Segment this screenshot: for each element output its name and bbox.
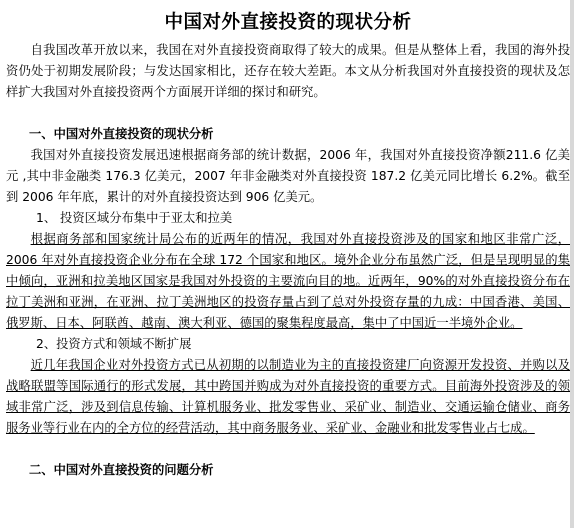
section-2-heading: 二、中国对外直接投资的问题分析 [29,463,214,477]
subsection-1-paragraph: 根据商务部和国家统计局公布的近两年的情况，我国对外直接投资涉及的国家和地区非常广泛，2006 年对外直接投资企业分布在全球 172 个国家和地区。境外企业分布虽然广泛，但是呈现明显的集中倾向，亚洲和拉美地区国家是我国对外投资的主要流向目的地。近两年，90%的对外直接投资分布在拉丁美洲和亚洲，在亚洲、拉丁美洲地区的投资存量占到了总对外投资存量的九成：中国香港、美国、俄罗斯、日本、阿联酋、越南、澳大利亚、德国的聚集程度最高，集中了中国近一半境外企业。 [6,232,570,330]
subsection-2-paragraph: 近几年我国企业对外投资方式已从初期的以制造业为主的直接投资建厂向资源开发投资、并购以及战略联盟等国际通行的形式发展，其中跨国并购成为对外直接投资的重要方式。目前海外投资涉及的领域非常广泛，涉及到信息传输、计算机服务业、批发零售业、采矿业、制造业、交通运输仓储业、商务服务业等行业在内的全方位的经营活动，其中商务服务业、采矿业、金融业和批发零售业占七成。 [6,358,570,435]
document-title: 中国对外直接投资的现状分析 [164,12,412,33]
subsection-2-heading: 2、投资方式和领域不断扩展 [36,337,192,351]
window-edge [570,0,574,528]
blank-line [6,103,570,124]
section-1-heading: 一、中国对外直接投资的现状分析 [29,127,214,141]
intro-paragraph: 自我国改革开放以来，我国在对外直接投资商取得了较大的成果。但是从整体上看，我国的海外投资仍处于初期发展阶段；与发达国家相比，还存在较大差距。本文从分析我国对外直接投资的现状及怎样扩大我国对外直接投资两个方面展开详细的探讨和研究。 [6,43,570,99]
subsection-1-heading: 1、 投资区域分布集中于亚太和拉美 [36,211,233,225]
blank-line [6,439,570,460]
section-1-paragraph: 我国对外直接投资发展迅速根据商务部的统计数据，2006 年，我国对外直接投资净额211.6 亿美元 ,其中非金融类 176.3 亿美元，2007 年非金融类对外直接投资 187.2 亿美元同比增长 6.2%。截至到 2006 年年底，累计的对外直接投资达到 906 亿美元。 [6,148,570,204]
